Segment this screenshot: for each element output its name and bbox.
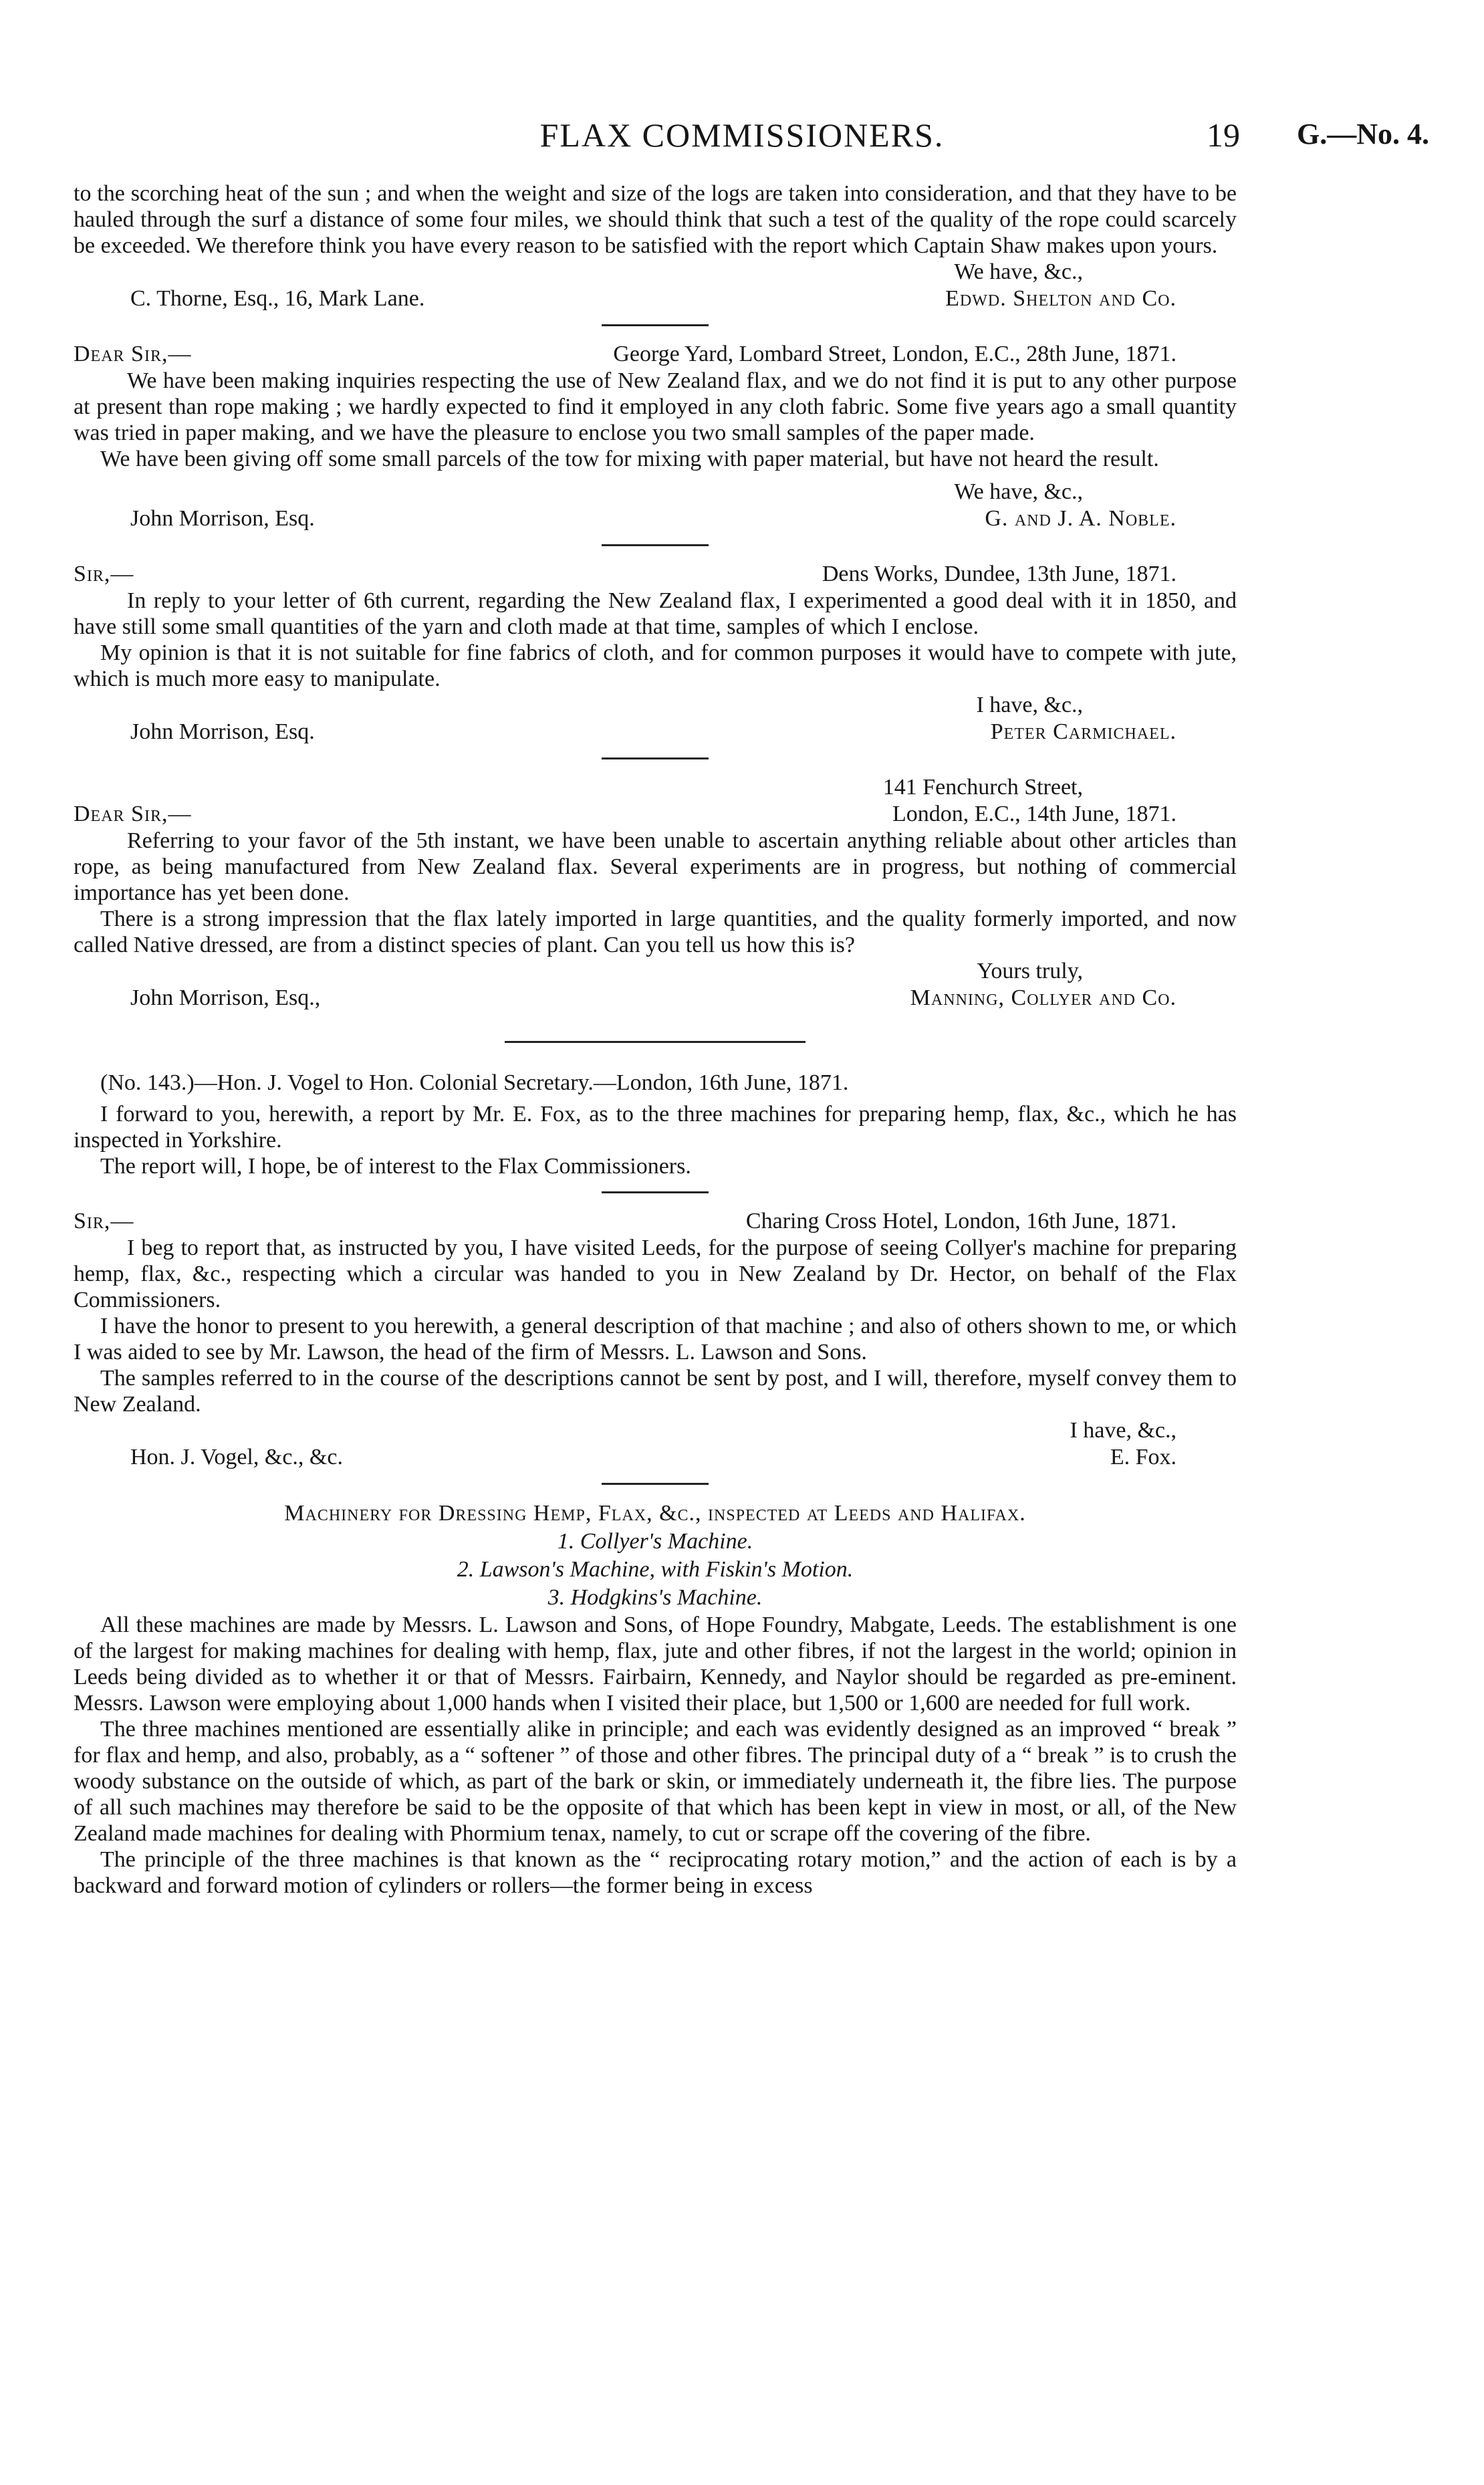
machinery-para2: The three machines mentioned are essentially alike in principle; and each was evidently designed as an improved “ break ” for flax and hemp, and also, probably, as a “ softener ” of those and other fibres. The principal duty of a “ break ” is to crush the woody substance on the outside of which, as part of the bark or skin, or immediately underneath it, the fibre lies. The purpose of all such machines may therefore be said to be the opposite of that which has been kept in view in most, or all, of the New Zealand made machines for dealing with Phormium tenax, namely, to cut or scrape off the covering of the fibre. bbox=[74, 1717, 1237, 1846]
machinery-item-1: 1. Collyer's Machine. bbox=[557, 1529, 753, 1554]
machinery-item-3: 3. Hodgkins's Machine. bbox=[547, 1585, 763, 1610]
letter5-heading-row bbox=[74, 1208, 1237, 1235]
letter4-salutation: Dear Sir,— bbox=[74, 802, 192, 826]
letter5-signature: E. Fox. bbox=[1110, 1445, 1177, 1469]
letter2-closing-row bbox=[74, 479, 1237, 505]
letter1-addressee: C. Thorne, Esq., 16, Mark Lane. bbox=[130, 286, 425, 311]
letter5-para1: I beg to report that, as instructed by you, I have visited Leeds, for the purpose of seeing Collyer's machine for preparing hemp, flax, &c., respecting which a circular was handed to you in New Zealand by Dr. Hector, on behalf of the Flax Commissioners. bbox=[74, 1235, 1237, 1312]
letter4-closing: Yours truly, bbox=[977, 959, 1083, 983]
letter3-salutation: Sir,— bbox=[74, 562, 134, 586]
letter2-para1: We have been making inquiries respecting the use of New Zealand flax, and we do not find it is put to any other purpose at present than rope making ; we hardly expected to find it employed in any cloth fabric. Some five years ago a small quantity was tried in paper making, and we have the pleasure to enclose you two small samples of the paper made. bbox=[74, 368, 1237, 445]
letter2-heading-row bbox=[74, 341, 1237, 368]
letter3-closing-row bbox=[74, 692, 1237, 719]
letter3-closing: I have, &c., bbox=[976, 693, 1083, 717]
letter2-sign-row bbox=[74, 505, 1237, 532]
letter5-salutation: Sir,— bbox=[74, 1209, 134, 1233]
letter4-closing-row bbox=[74, 958, 1237, 985]
no143-heading: (No. 143.)—Hon. J. Vogel to Hon. Colonial Secretary.—London, 16th June, 1871. bbox=[100, 1070, 849, 1095]
letter2-closing: We have, &c., bbox=[954, 479, 1083, 504]
letter5-addressee: Hon. J. Vogel, &c., &c. bbox=[130, 1445, 343, 1469]
letter2-addressee: John Morrison, Esq. bbox=[130, 506, 315, 531]
letter3-heading-row bbox=[74, 561, 1237, 588]
letter2-salutation: Dear Sir,— bbox=[74, 342, 192, 366]
letter3-address: Dens Works, Dundee, 13th June, 1871. bbox=[822, 562, 1177, 586]
running-title: FLAX COMMISSIONERS. bbox=[539, 116, 945, 154]
letter2-signature: G. and J. A. Noble. bbox=[985, 506, 1177, 531]
page-body bbox=[74, 181, 1237, 1899]
letter4-address1: 141 Fenchurch Street, bbox=[882, 775, 1083, 800]
letter1-sign-row bbox=[74, 285, 1237, 312]
letter1-closing: We have, &c., bbox=[954, 259, 1083, 284]
letter1-closing-row bbox=[74, 259, 1237, 285]
letter5-closing: I have, &c., bbox=[1070, 1418, 1177, 1443]
letter5-para2: I have the honor to present to you herewith, a general description of that machine ; and also of others shown to me, or which I was aided to see by Mr. Lawson, the head of the firm of Messrs. L. Lawson and Sons. bbox=[74, 1314, 1237, 1365]
letter3-para2: My opinion is that it is not suitable for fine fabrics of cloth, and for common purposes it would have to compete with jute, which is much more easy to manipulate. bbox=[74, 640, 1237, 691]
page-number: 19 bbox=[1207, 116, 1240, 154]
letter4-address1-row bbox=[74, 774, 1237, 801]
separator-rule bbox=[602, 324, 709, 326]
letter3-signature: Peter Carmichael. bbox=[990, 719, 1177, 744]
letter2-para2: We have been giving off some small parcels of the tow for mixing with paper material, but have not heard the result. bbox=[100, 447, 1159, 471]
letter4-address2: London, E.C., 14th June, 1871. bbox=[892, 802, 1177, 826]
letter1-body: to the scorching heat of the sun ; and when the weight and size of the logs are taken into consideration, and that they have to be hauled through the surf a distance of some four miles, we should think that such a test of the quality of the rope could scarcely be exceeded. We therefore think you have every reason to be satisfied with the report which Captain Shaw makes upon yours. bbox=[74, 181, 1237, 258]
page-header bbox=[0, 110, 1484, 157]
no143-para2: The report will, I hope, be of interest to the Flax Commissioners. bbox=[100, 1154, 691, 1179]
letter4-sign-row bbox=[74, 985, 1237, 1012]
section-rule bbox=[505, 1041, 806, 1043]
separator-rule bbox=[602, 544, 709, 546]
letter2-address: George Yard, Lombard Street, London, E.C., 28th June, 1871. bbox=[613, 342, 1177, 366]
letter4-para1: Referring to your favor of the 5th instant, we have been unable to ascertain anything reliable about other articles than rope, as being manufactured from New Zealand flax. Several experiments are in progress, but nothing of commercial importance has yet been done. bbox=[74, 828, 1237, 905]
letter3-sign-row bbox=[74, 719, 1237, 745]
letter4-addressee: John Morrison, Esq., bbox=[130, 985, 321, 1010]
letter3-para1: In reply to your letter of 6th current, regarding the New Zealand flax, I experimented a good deal with it in 1850, and have still some small quantities of the yarn and cloth made at that time, samples of which I enclose. bbox=[74, 588, 1237, 639]
letter3-addressee: John Morrison, Esq. bbox=[130, 719, 315, 744]
machinery-para3: The principle of the three machines is that known as the “ reciprocating rotary motion,” and the action of each is by a backward and forward motion of cylinders or rollers—the former being in excess bbox=[74, 1847, 1237, 1898]
machinery-item-2: 2. Lawson's Machine, with Fiskin's Motion. bbox=[457, 1557, 854, 1582]
letter5-para3: The samples referred to in the course of the descriptions cannot be sent by post, and I will, therefore, myself convey them to New Zealand. bbox=[74, 1366, 1237, 1417]
letter4-para2: There is a strong impression that the flax lately imported in large quantities, and the quality formerly imported, and now called Native dressed, are from a distinct species of plant. Can you tell us how this is? bbox=[74, 907, 1237, 957]
letter1-signature: Edwd. Shelton and Co. bbox=[945, 286, 1177, 311]
letter4-heading-row bbox=[74, 801, 1237, 828]
machinery-title: Machinery for Dressing Hemp, Flax, &c., inspected at Leeds and Halifax. bbox=[284, 1501, 1026, 1526]
document-reference: G.—No. 4. bbox=[1297, 118, 1429, 150]
separator-rule bbox=[602, 757, 709, 759]
no143-para1: I forward to you, herewith, a report by Mr. E. Fox, as to the three machines for preparing hemp, flax, &c., which he has inspected in Yorkshire. bbox=[74, 1102, 1237, 1153]
machinery-para1: All these machines are made by Messrs. L. Lawson and Sons, of Hope Foundry, Mabgate, Leeds. The establishment is one of the largest for making machines for dealing with hemp, flax, jute and other fibres, if not the largest in the world; opinion in Leeds being divided as to whether it or that of Messrs. Fairbairn, Kennedy, and Naylor should be regarded as pre-eminent. Messrs. Lawson were employing about 1,000 hands when I visited their place, but 1,500 or 1,600 are needed for full work. bbox=[74, 1613, 1237, 1715]
letter5-closing-row bbox=[74, 1417, 1237, 1444]
letter5-sign-row bbox=[74, 1444, 1237, 1471]
letter4-signature: Manning, Collyer and Co. bbox=[910, 985, 1177, 1010]
letter5-address: Charing Cross Hotel, London, 16th June, 1871. bbox=[745, 1209, 1177, 1233]
separator-rule bbox=[602, 1191, 709, 1193]
separator-rule bbox=[602, 1483, 709, 1485]
